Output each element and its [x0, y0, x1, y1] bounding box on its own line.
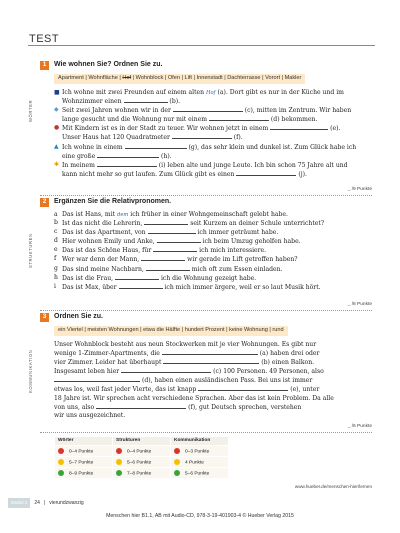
table-cell: 4 Punkte	[171, 457, 229, 468]
side-label-woerter: WÖRTER	[28, 99, 33, 122]
page-number: 24	[34, 499, 40, 506]
word-bank-item: hundert Prozent	[184, 327, 225, 334]
answer-gap[interactable]	[236, 170, 296, 176]
exercise-number: 1	[40, 61, 49, 70]
answer-gap[interactable]	[163, 358, 259, 364]
answer-gap[interactable]	[198, 385, 288, 391]
table-cell: 7–8 Punkte	[113, 468, 171, 479]
points-score: _ /8 Punkte	[347, 302, 372, 307]
list-item: ◆ Seit zwei Jahren wohnen wir in der (c), mitten im Zentrum. Wir haben lange gesucht und die Wohnung nur mit einem (d) bekommen.	[54, 106, 352, 124]
text-line: Insgesamt leben hier (c) 100 Personen. 49 Personen, also	[54, 368, 324, 376]
exercise-number: 2	[40, 198, 49, 207]
word-bank-item: Innenstadt	[196, 75, 223, 82]
word-bank-item: rund	[272, 327, 284, 334]
text-line: wenige 1-Zimmer-Apartments, die (a) haben drei oder	[54, 350, 320, 358]
word-bank-item: Apartment	[58, 75, 84, 82]
answer-gap[interactable]	[270, 124, 328, 130]
handwritten-answer: dem	[117, 212, 129, 218]
list-item: ● Mit Kindern ist es in der Stadt zu teuer. Wir wohnen jetzt in einem (e). Unser Haus hat 120 Quadratmeter (f).	[54, 124, 341, 142]
list-item: ■ Ich wohne mit zwei Freunden auf einem alten Hof (a). Dort gibt es nur in der Küche und im Wohnzimmer einen (b).	[54, 89, 344, 106]
table-row	[55, 468, 229, 479]
word-bank-item: Vorort	[265, 75, 281, 82]
word-bank-item: Wohnblock	[135, 75, 164, 82]
exercise-3-header	[40, 312, 103, 322]
answer-gap[interactable]	[157, 237, 201, 243]
answer-gap[interactable]	[173, 106, 243, 112]
divider	[40, 432, 372, 433]
list-item: d Hier wohnen Emily und Anke, ich beim Umzug geholfen habe.	[54, 237, 301, 246]
answer-gap[interactable]	[146, 265, 190, 271]
answer-gap[interactable]	[97, 152, 159, 158]
footer-url[interactable]: www.hueber.de/menschen-hier/lernen	[294, 484, 372, 489]
green-traffic-light-icon	[116, 470, 122, 476]
exercise-2-header	[40, 197, 171, 207]
word-bank: ein Viertel | meisten Wohnungen | etwa die Hälfte | hundert Prozent | keine Wohnung | rund	[54, 326, 288, 336]
exercise-2-text	[54, 211, 360, 292]
page-footer	[0, 497, 400, 509]
page-number-word: vierundzwanzig	[49, 499, 84, 506]
points-score: _ /6 Punkte	[347, 424, 372, 429]
table-row	[55, 457, 229, 468]
exercise-3-text	[54, 341, 360, 420]
answer-gap[interactable]	[172, 133, 232, 139]
red-traffic-light-icon	[174, 448, 180, 454]
answer-gap[interactable]	[209, 115, 269, 121]
answer-gap[interactable]	[162, 349, 258, 355]
list-item: a Das ist Hans, mit dem ich früher in einer Wohngemeinschaft gelebt habe.	[54, 211, 288, 218]
word-bank-item: Hof	[122, 75, 132, 82]
separator: |	[43, 499, 46, 506]
column-header: Strukturen	[113, 437, 171, 446]
yellow-traffic-light-icon	[174, 459, 180, 465]
yellow-traffic-light-icon	[116, 459, 122, 465]
answer-gap[interactable]	[119, 283, 163, 289]
exercise-1-text	[54, 89, 360, 179]
list-item: e Das ist das Schöne Haus, für ich mich interessiere.	[54, 246, 267, 255]
list-item: b Ist das nicht die Lehrerin, seit Kurzem an deiner Schule unterrichtet?	[54, 219, 325, 228]
column-header: Wörter	[55, 437, 113, 446]
word-bank-item: meisten Wohnungen	[87, 327, 139, 334]
word-bank-item: Makler	[284, 75, 302, 82]
word-bank-item: Wohnfläche	[88, 75, 118, 82]
side-label-strukturen: STRUKTUREN	[28, 233, 33, 268]
word-bank-item: Dachterrasse	[227, 75, 261, 82]
handwritten-answer: Hof	[206, 90, 216, 96]
points-score: _ /9 Punkte	[347, 187, 372, 192]
answer-gap[interactable]	[144, 219, 188, 225]
list-item: g Das sind meine Nachbarn, mich oft zum Essen einladen.	[54, 264, 283, 273]
table-cell: 8–9 Punkte	[55, 468, 113, 479]
triangle-bullet-icon: ▲	[54, 142, 59, 150]
column-header: Kommunikation	[171, 437, 229, 446]
green-traffic-light-icon	[58, 470, 64, 476]
exercise-title: Wie wohnen Sie? Ordnen Sie zu.	[54, 61, 163, 69]
divider	[40, 195, 372, 196]
answer-gap[interactable]	[148, 228, 196, 234]
answer-gap[interactable]	[153, 246, 197, 252]
word-bank: Apartment | Wohnfläche | Hof | Wohnblock | Ofen | Lift | Innenstadt | Dachterrasse | Vorort | Makler	[54, 74, 305, 84]
star-bullet-icon: ✱	[54, 160, 60, 168]
yellow-traffic-light-icon	[58, 459, 64, 465]
title-bar	[28, 30, 375, 46]
list-item: ✱ In meinem (i) leben alte und junge Leute. Ich bin schon 75 Jahre alt und kann nicht mehr so gut laufen. Zum Glück gibt es einen (j).	[54, 160, 348, 178]
text-line: etwas los, weil fast jeder Vierte, das ist knapp (e), unter	[54, 386, 320, 394]
word-bank-item: etwa die Hälfte	[143, 327, 181, 334]
text-line: 18 Jahre ist. Wir sprechen acht verschiedene Sprachen. Aber das ist kein Problem. Da alle	[54, 394, 334, 402]
answer-gap[interactable]	[121, 367, 211, 373]
text-line: Unser Wohnblock besteht aus neun Stockwerken mit je vier Wohnungen. Es gibt nur	[54, 341, 317, 348]
divider	[40, 310, 372, 311]
page-title: TEST	[29, 33, 60, 45]
red-traffic-light-icon	[58, 448, 64, 454]
text-line: von uns, also (f), gut Deutsch sprechen, verstehen	[54, 403, 302, 411]
list-item: f Wer war denn der Mann, wir gerade im Lift getroffen haben?	[54, 255, 298, 264]
exercise-number: 3	[40, 313, 49, 322]
answer-gap[interactable]	[124, 97, 168, 103]
table-header-row	[55, 437, 229, 446]
copyright-line: Menschen hier B1.1, AB mit Audio-CD, 978-3-19-401903-4 © Hueber Verlag 2015	[106, 513, 294, 519]
exercise-1-header	[40, 60, 162, 70]
answer-gap[interactable]	[125, 143, 187, 149]
answer-gap[interactable]	[54, 376, 140, 382]
table-cell: 5–6 Punkte	[113, 457, 171, 468]
list-item: i Das ist Max, über ich mich immer ärgere, weil er so laut Musik hört.	[54, 282, 321, 291]
text-line: (d), haben einen ausländischen Pass. Bei uns ist immer	[54, 376, 360, 385]
answer-gap[interactable]	[96, 403, 186, 409]
square-bullet-icon: ■	[54, 89, 60, 96]
word-bank-item: Lift	[184, 75, 192, 82]
list-item: c Das ist das Apartment, von ich immer geträumt habe.	[54, 228, 279, 237]
list-item: ▲ Ich wohne in einem (g), das sehr klein und dunkel ist. Zum Glück habe ich eine große (h).	[54, 142, 357, 160]
table-cell: 0–4 Punkte	[113, 446, 171, 457]
red-traffic-light-icon	[116, 448, 122, 454]
table-cell: 0–3 Punkte	[171, 446, 229, 457]
diamond-bullet-icon: ◆	[54, 106, 59, 114]
green-traffic-light-icon	[174, 470, 180, 476]
side-label-kommunikation: KOMMUNIKATION	[28, 349, 33, 393]
answer-gap[interactable]	[141, 255, 185, 261]
modul-badge: Modul 2	[8, 498, 30, 508]
text-line: vier Zimmer. Leider hat überhaupt (b) einen Balkon.	[54, 359, 315, 367]
exercise-title: Ordnen Sie zu.	[54, 313, 104, 321]
score-table	[54, 436, 229, 479]
answer-gap[interactable]	[115, 274, 159, 280]
word-bank-item: keine Wohnung	[229, 327, 268, 334]
list-item: h Das ist die Frau, ich die Wohnung gezeigt habe.	[54, 273, 257, 282]
table-cell: 5–7 Punkte	[55, 457, 113, 468]
circle-bullet-icon: ●	[54, 124, 60, 132]
exercise-title: Ergänzen Sie die Relativpronomen.	[54, 198, 172, 206]
answer-gap[interactable]	[97, 161, 157, 167]
word-bank-item: Ofen	[167, 75, 180, 82]
table-cell: 0–4 Punkte	[55, 446, 113, 457]
text-line: wir uns ausgezeichnet.	[54, 411, 126, 419]
word-bank-item: ein Viertel	[58, 327, 83, 334]
table-cell: 5–6 Punkte	[171, 468, 229, 479]
table-row	[55, 446, 229, 457]
